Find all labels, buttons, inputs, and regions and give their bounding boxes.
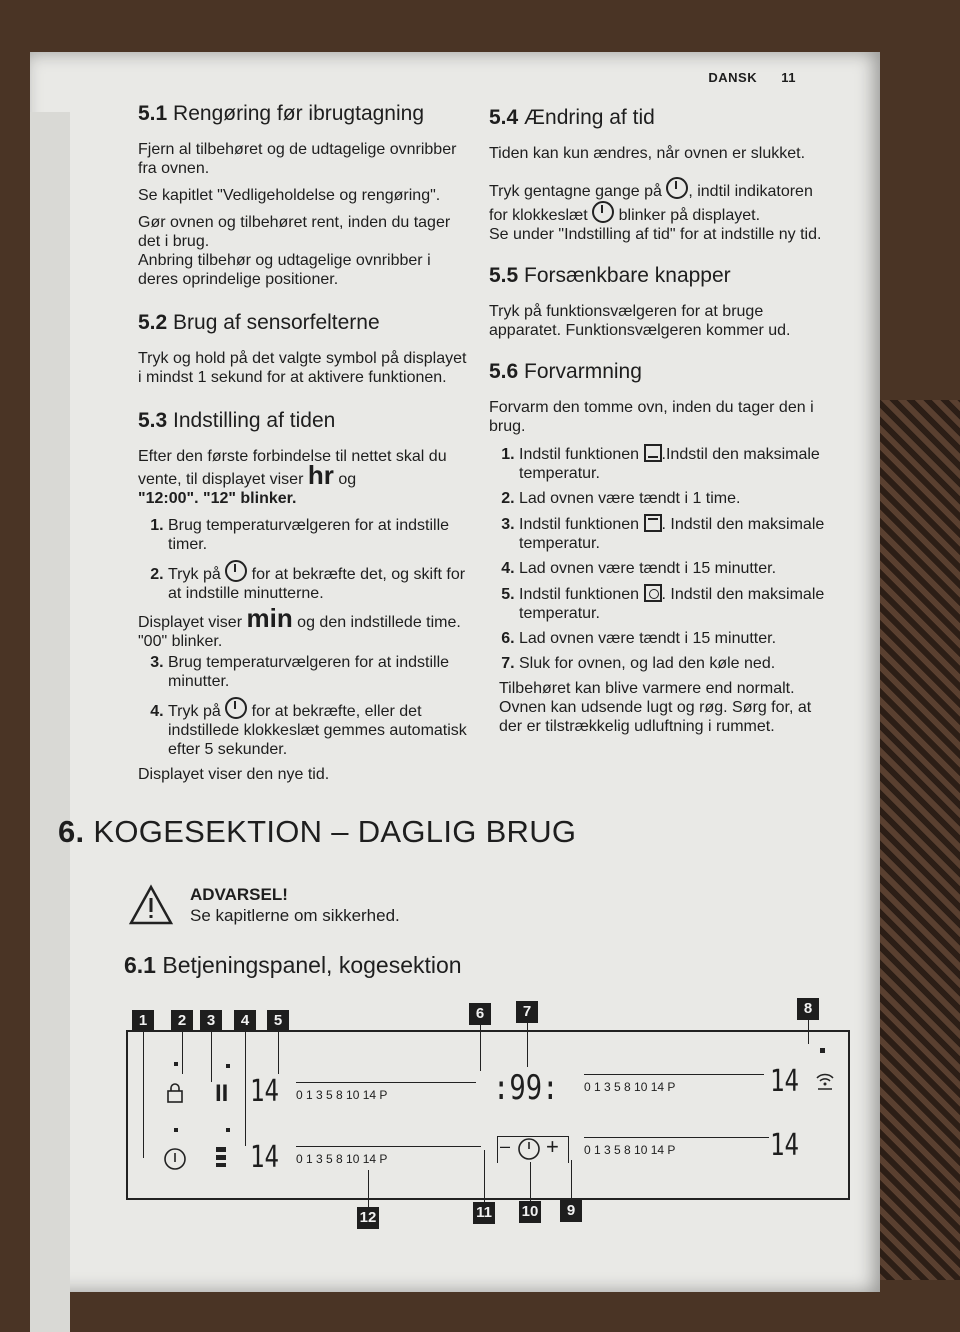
clock-indicator-icon [592,201,614,223]
timer-clock-icon[interactable] [517,1137,541,1161]
leader-5 [278,1032,279,1074]
hob-control-panel [126,1030,850,1200]
wifi-icon[interactable] [815,1068,835,1092]
indicator-dot [820,1048,825,1053]
bridge-icon[interactable] [216,1147,226,1167]
section-5-3-heading: 5.3 Indstilling af tiden [138,409,336,432]
warning-title: ADVARSEL! [190,885,288,904]
leader-2 [182,1032,183,1074]
s53-intro: Efter den første forbindelse til nettet skal du vente, til displayet viser hr og "12:00". "12" blinker. [138,448,447,507]
bottom-heat-icon [644,444,662,462]
section-6-1-heading: 6.1 Betjeningspanel, kogesektion [124,952,462,978]
callout-9: 9 [560,1200,582,1222]
s56-step-3: 3. Indstil funktionen . Indstil den maksimale temperatur. [519,514,834,553]
leader-1 [143,1032,144,1158]
right-column [489,106,834,744]
callout-8: 8 [797,998,819,1020]
leader-6 [480,1025,481,1071]
indicator-dot [226,1128,230,1132]
header-page-number: 11 [781,70,796,85]
s51-p2: Se kapitlet "Vedligeholdelse og rengøring". [138,187,441,204]
warning-text: Se kapitlerne om sikkerhed. [190,906,400,925]
s53-step-1: 1. Brug temperaturvælgeren for at indstille timer. [168,516,468,554]
s53-step-3: 3. Brug temperaturvælgeren for at indstille minutter. [168,653,468,691]
callout-11: 11 [473,1202,495,1224]
page-gutter [30,112,70,1332]
zone-display-front-right: 14 [770,1064,799,1099]
section-6-heading: 6. KOGESEKTION – DAGLIG BRUG [58,814,577,849]
power-slider-front-right[interactable]: 0 1 3 5 8 10 14 P [584,1074,764,1094]
fan-heat-icon [644,584,662,602]
s52-p1: Tryk og hold på det valgte symbol på displayet i mindst 1 sekund for at aktivere funktionen. [138,350,467,386]
top-heat-icon [644,514,662,532]
table-surface [870,400,960,1280]
s53-step-4: 4. Tryk på for at bekræfte, eller det indstillede klokkeslæt gemmes automatisk efter 5 sekunder. [168,697,468,759]
clock-icon [225,697,247,719]
leader-11 [484,1150,485,1202]
s56-note: Tilbehøret kan blive varmere end normalt. Ovnen kan udsende lugt og røg. Sørg for, at der er tilstrækkelig udluftning i rummet. [499,680,812,735]
power-slider-rear-right[interactable]: 0 1 3 5 8 10 14 P [584,1137,769,1157]
section-5-2-heading: 5.2 Brug af sensorfelterne [138,311,380,334]
lock-icon[interactable] [164,1082,186,1104]
s53-end: Displayet viser den nye tid. [138,766,330,783]
section-5-6-heading: 5.6 Forvarmning [489,360,642,383]
callout-5: 5 [267,1010,289,1032]
power-slider-front-left[interactable]: 0 1 3 5 8 10 14 P [296,1082,476,1102]
callout-4: 4 [234,1010,256,1032]
callout-12: 12 [357,1207,379,1229]
s56-step-1: 1. Indstil funktionen .Indstil den maksimale temperatur. [519,444,834,483]
s51-p4: Anbring tilbehør og udtagelige ovnribber i deres oprindelige positioner. [138,252,431,288]
plus-button[interactable]: + [546,1134,559,1159]
leader-8 [808,1020,809,1044]
s53-step-2: 2. Tryk på for at bekræfte det, og skift for at indstille minutterne. [168,560,468,603]
power-icon[interactable] [162,1146,188,1172]
s51-p3: Gør ovnen og tilbehøret rent, inden du tager det i brug. [138,214,451,250]
pause-icon[interactable]: II [215,1080,229,1107]
zone-display-front-left: 14 [250,1074,279,1109]
s56-step-6: 6. Lad ovnen være tændt i 15 minutter. [519,629,834,648]
s56-step-5: 5. Indstil funktionen . Indstil den maksimale temperatur. [519,584,834,623]
leader-4 [245,1032,246,1146]
callout-2: 2 [171,1010,193,1032]
zone-display-rear-left: 14 [250,1140,279,1175]
warning-triangle-icon [128,884,174,926]
section-5-1-heading: 5.1 Rengøring før ibrugtagning [138,102,425,125]
callout-1: 1 [132,1010,154,1032]
s56-step-2: 2. Lad ovnen være tændt i 1 time. [519,489,834,508]
zone-display-rear-right: 14 [770,1128,799,1163]
s56-p1: Forvarm den tomme ovn, inden du tager den i brug. [489,399,814,435]
s51-p1: Fjern al tilbehøret og de udtagelige ovnribber fra ovnen. [138,141,457,177]
indicator-dot [174,1128,178,1132]
callout-3: 3 [200,1010,222,1032]
leader-3 [211,1032,212,1082]
warning-box [190,884,400,926]
leader-7 [527,1023,528,1067]
section-5-4-heading: 5.4 Ændring af tid [489,106,655,129]
callout-6: 6 [469,1003,491,1025]
clock-icon [225,560,247,582]
s54-p1: Tiden kan kun ændres, når ovnen er slukket. [489,145,806,162]
timer-display: :99: [493,1068,559,1108]
callout-7: 7 [516,1001,538,1023]
leader-12 [368,1170,369,1207]
leader-9 [571,1160,572,1200]
power-slider-rear-left[interactable]: 0 1 3 5 8 10 14 P [296,1146,481,1166]
s55-p1: Tryk på funktionsvælgeren for at bruge apparatet. Funktionsvælgeren kommer ud. [489,303,791,339]
page-header [688,70,796,85]
left-column [138,102,468,792]
callout-10: 10 [519,1201,541,1223]
s54-p3: Se under "Indstilling af tid" for at indstille ny tid. [489,226,822,243]
s56-step-7: 7. Sluk for ovnen, og lad den køle ned. [519,654,834,673]
indicator-dot [174,1062,178,1066]
leader-10 [530,1162,531,1201]
section-5-5-heading: 5.5 Forsænkbare knapper [489,264,731,287]
indicator-dot [226,1064,230,1068]
s56-step-4: 4. Lad ovnen være tændt i 15 minutter. [519,559,834,578]
s54-p2: Tryk gentagne gange på , indtil indikatoren for klokkeslæt blinker på displayet. [489,177,834,225]
minus-button[interactable]: – [500,1136,511,1156]
s53-mid: Displayet viser min og den indstillede time. "00" blinker. [138,603,461,650]
clock-icon [666,177,688,199]
header-language: DANSK [708,70,758,85]
